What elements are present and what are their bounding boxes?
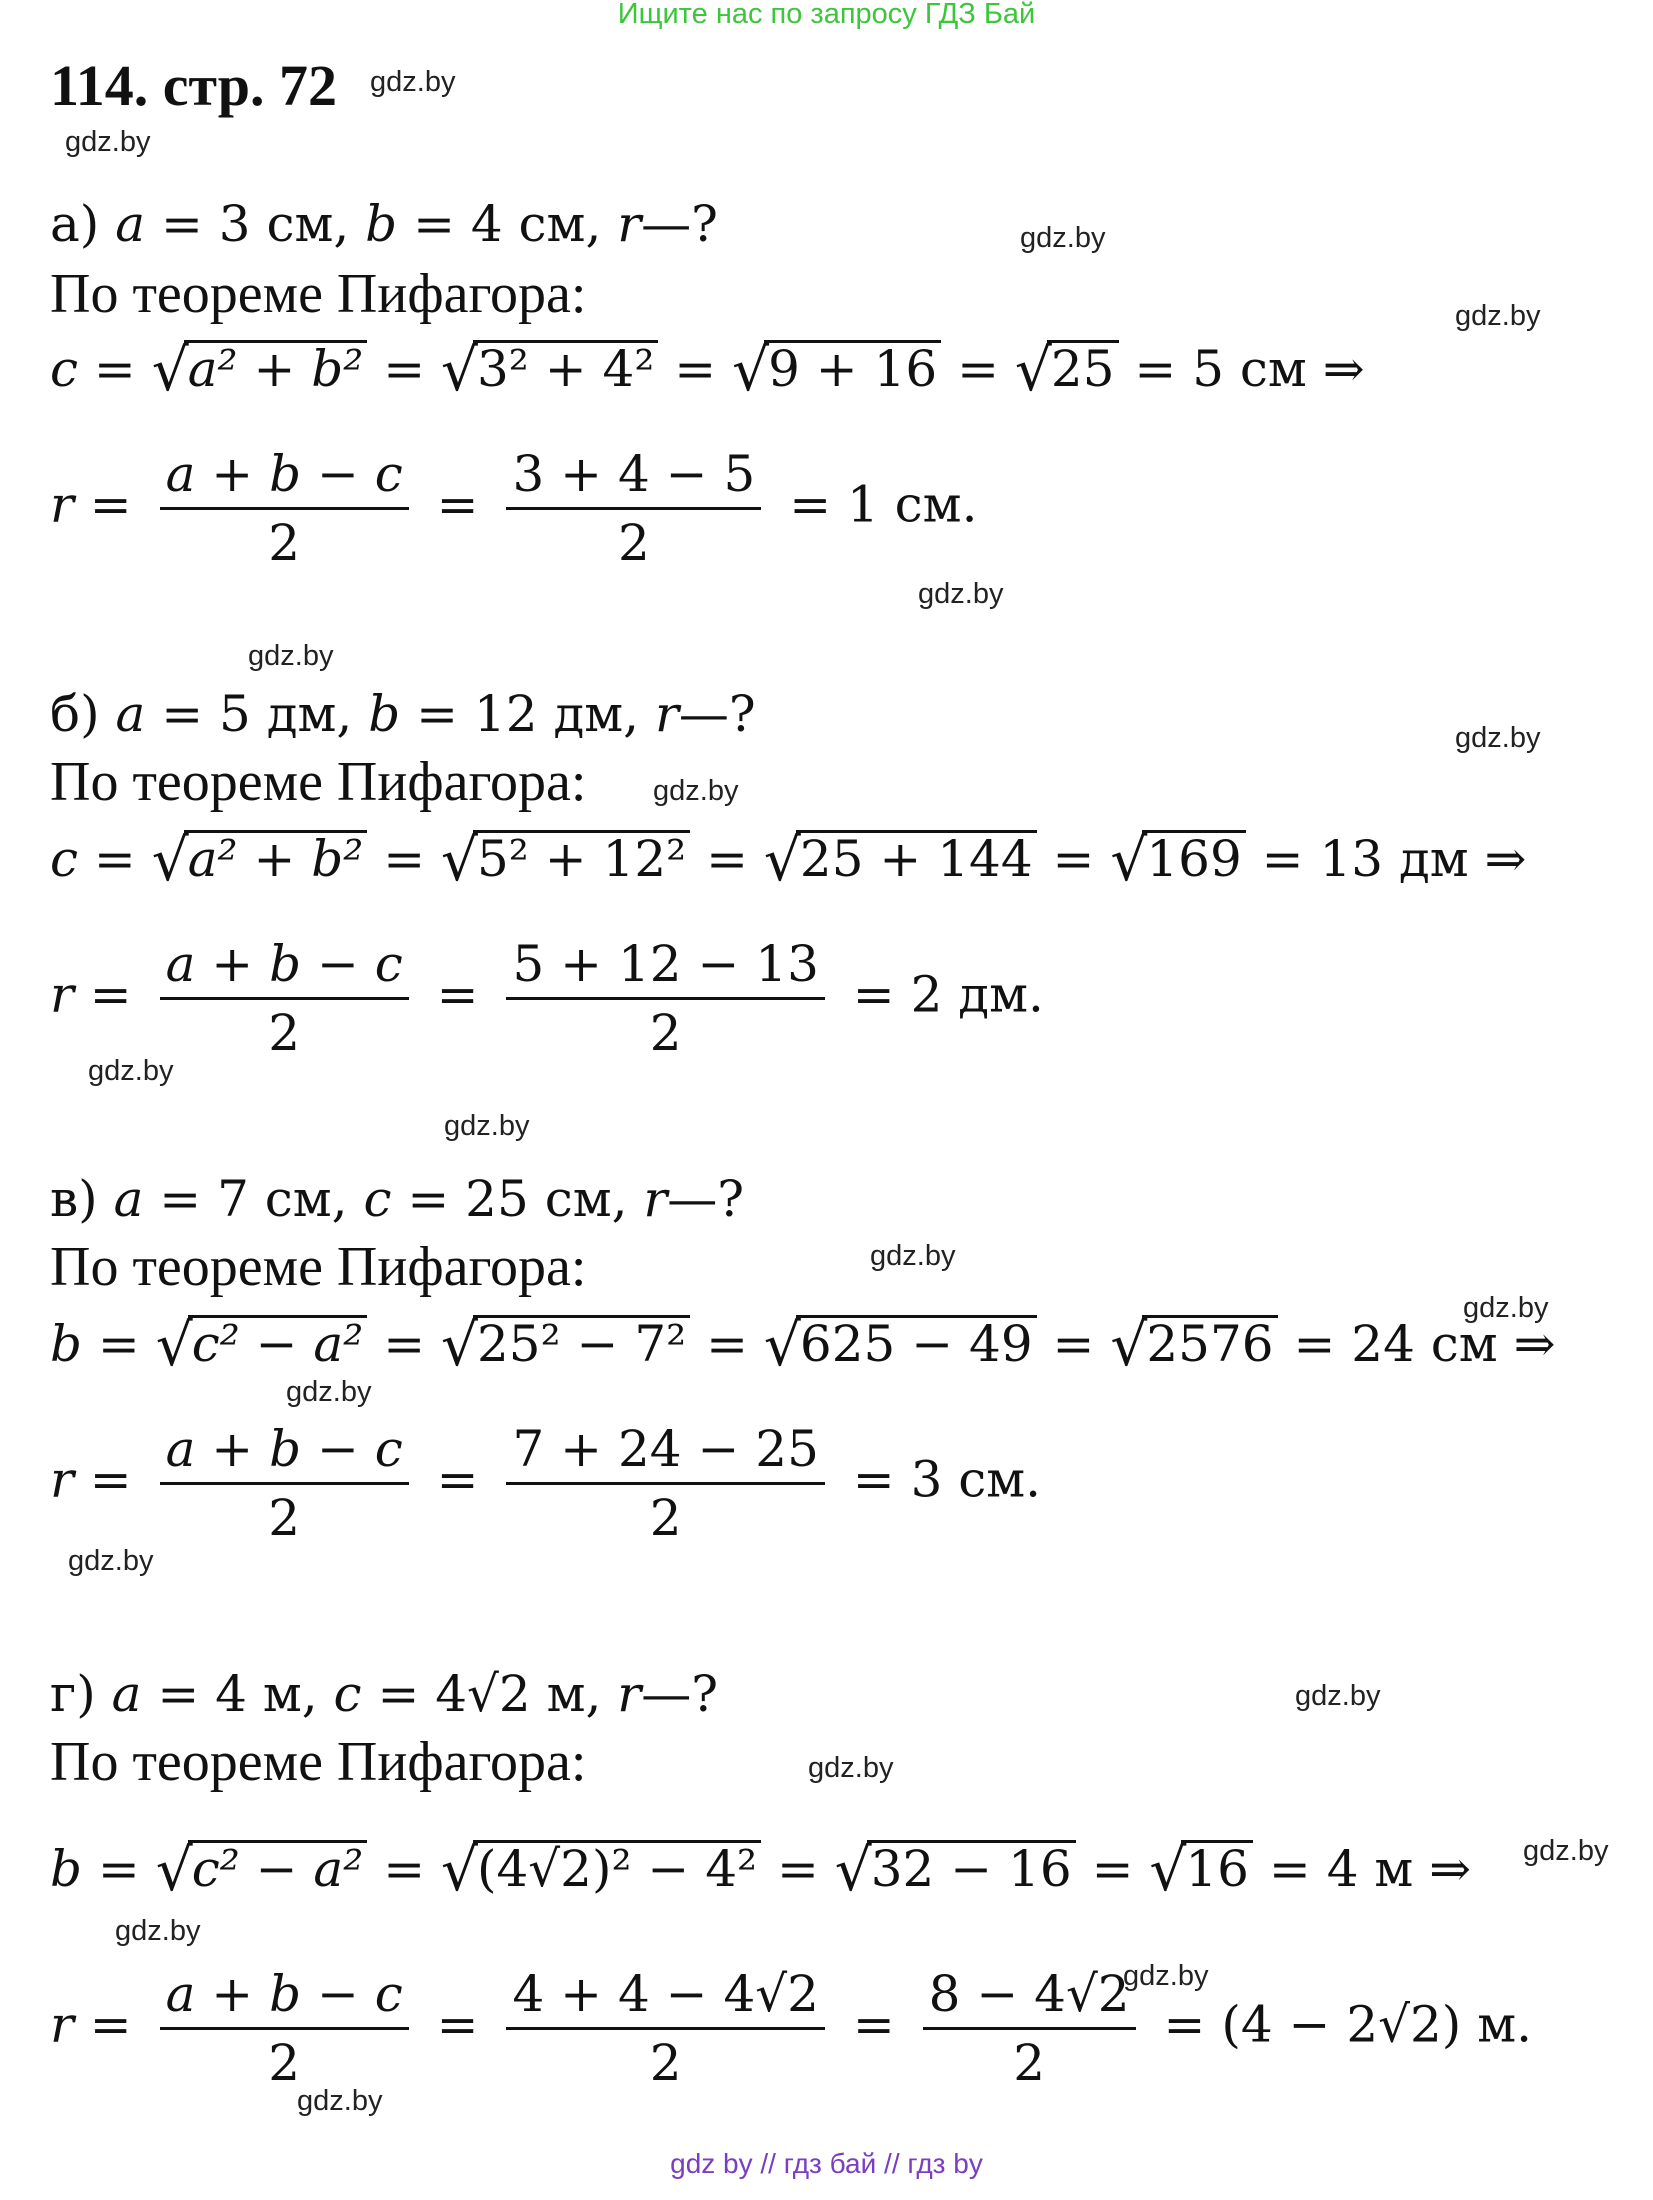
part-b-condition: б) a = 5 дм, b = 12 дм, r—? <box>50 685 756 743</box>
part-a-radius-equation: r = $\frac{a + b - c}{2}$ = $\frac{3 + 4 - 5}{2}$ = 1 см. <box>50 445 978 572</box>
watermark: gdz.by <box>286 1376 372 1408</box>
watermark: gdz.by <box>1123 1960 1209 1992</box>
part-a-condition: а) a = 3 см, b = 4 см, r—? <box>50 195 718 253</box>
watermark: gdz.by <box>444 1110 530 1142</box>
part-b-hypotenuse-equation: c = √ a² + b² = √ 5² + 12² = √ 25 + 144 = √ 169 = 13 дм ⇒ <box>50 830 1526 920</box>
part-a-theorem: По теореме Пифагора: <box>50 263 587 325</box>
fraction: $\frac{5 + 12 - 13}{2}$ <box>506 935 824 1062</box>
watermark: gdz.by <box>1295 1680 1381 1712</box>
part-c-radius-equation: r = $\frac{a + b - c}{2}$ = $\frac{7 + 24 - 25}{2}$ = 3 см. <box>50 1420 1042 1547</box>
part-c-theorem: По теореме Пифагора: <box>50 1236 587 1298</box>
watermark: gdz.by <box>1455 300 1541 332</box>
part-d-leg-equation: b = √ c² − a² = √ (4√2)² − 4² = √ 32 − 16 = √ 16 = 4 м ⇒ <box>50 1840 1471 1930</box>
page-title: 114. стр. 72 <box>50 53 337 118</box>
fraction: $\frac{8 - 4√2}{2}$ <box>923 1965 1136 2092</box>
watermark: gdz.by <box>1455 722 1541 754</box>
fraction: $\frac{3 + 4 - 5}{2}$ <box>506 445 761 572</box>
watermark: gdz.by <box>68 1545 154 1577</box>
watermark: gdz.by <box>65 126 151 158</box>
part-c-leg-equation: b = √ c² − a² = √ 25² − 7² = √ 625 − 49 = √ 2576 = 24 см ⇒ <box>50 1315 1555 1405</box>
watermark: gdz.by <box>297 2085 383 2117</box>
watermark: gdz.by <box>1020 222 1106 254</box>
fraction: $\frac{a + b - c}{2}$ <box>160 1965 409 2092</box>
part-d-theorem: По теореме Пифагора: <box>50 1731 587 1793</box>
watermark: gdz.by <box>248 640 334 672</box>
fraction: $\frac{a + b - c}{2}$ <box>160 935 409 1062</box>
fraction: $\frac{a + b - c}{2}$ <box>160 445 409 572</box>
footer-links[interactable]: gdz by // гдз бай // гдз by <box>670 2148 983 2179</box>
watermark: gdz.by <box>370 66 456 98</box>
fraction: $\frac{a + b - c}{2}$ <box>160 1420 409 1547</box>
fraction: $\frac{7 + 24 - 25}{2}$ <box>506 1420 824 1547</box>
watermark: gdz.by <box>653 775 739 807</box>
watermark: gdz.by <box>918 578 1004 610</box>
part-c-condition: в) a = 7 см, c = 25 см, r—? <box>50 1170 745 1228</box>
watermark: gdz.by <box>115 1915 201 1947</box>
fraction: $\frac{4 + 4 - 4√2}{2}$ <box>506 1965 824 2092</box>
part-a-hypotenuse-equation: c = √ a² + b² = √ 3² + 4² = √ 9 + 16 = √ 25 = 5 см ⇒ <box>50 340 1365 430</box>
watermark: gdz.by <box>808 1752 894 1784</box>
watermark: gdz.by <box>88 1055 174 1087</box>
top-banner[interactable]: Ищите нас по запросу ГДЗ Бай <box>617 0 1036 30</box>
part-d-radius-equation: r = $\frac{a + b - c}{2}$ = $\frac{4 + 4 - 4√2}{2}$ = $\frac{8 - 4√2}{2}$ = (4 − 2√2) м. <box>50 1965 1532 2092</box>
part-b-radius-equation: r = $\frac{a + b - c}{2}$ = $\frac{5 + 12 - 13}{2}$ = 2 дм. <box>50 935 1044 1062</box>
part-b-theorem: По теореме Пифагора: <box>50 751 587 813</box>
watermark: gdz.by <box>1523 1835 1609 1867</box>
watermark: gdz.by <box>1463 1292 1549 1324</box>
part-d-condition: г) a = 4 м, c = 4√2 м, r—? <box>50 1665 719 1723</box>
watermark: gdz.by <box>870 1240 956 1272</box>
